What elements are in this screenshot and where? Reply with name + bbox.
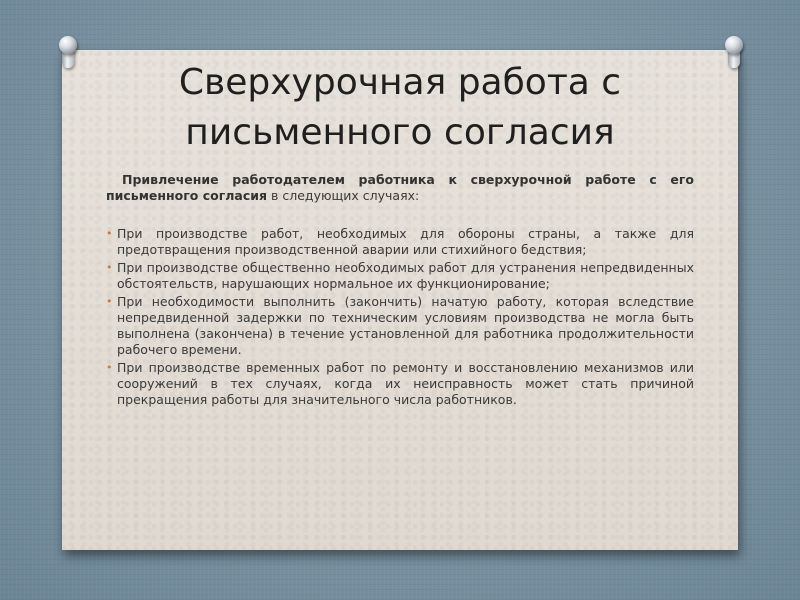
list-item-text: При производстве работ, необходимых для обороны страны, а также для предотвращения производственной аварии или стихийного бедствия; [117,226,694,257]
right-pushpin-icon [723,36,745,70]
left-pushpin-icon [57,36,79,70]
case-list [106,226,694,408]
bullet-icon: • [106,261,113,274]
list-item-text: При необходимости выполнить (закончить) начатую работу, которая вследствие непредвиденной задержки по техническим условиям производства не могла быть выполнена (закончена) в течение установленной для работника продолжительности рабочего времени. [117,294,694,357]
bullet-icon: • [106,295,113,308]
list-item [106,294,694,358]
intro-rest-text: в следующих случаях: [267,188,420,203]
intro-bold-text: Привлечение работодателем работника к сверхурочной работе с его письменного согласия [106,172,694,203]
list-item-text: При производстве общественно необходимых работ для устранения непредвиденных обстоятельств, нарушающих нормальное их функционирование; [117,260,694,291]
list-item [106,260,694,292]
list-item [106,360,694,408]
title-line-1: Сверхурочная работа с [178,62,622,103]
bullet-icon: • [106,361,113,374]
title-line-2: письменного согласия [185,112,615,153]
intro-paragraph [106,172,694,204]
list-item-text: При производстве временных работ по ремонту и восстановлению механизмов или сооружений в тех случаях, когда их неисправность может стать причиной прекращения работы для значительного числа работников. [117,360,694,407]
slide-body [106,172,694,410]
list-item [106,226,694,258]
bullet-icon: • [106,227,113,240]
slide-title [100,58,700,158]
